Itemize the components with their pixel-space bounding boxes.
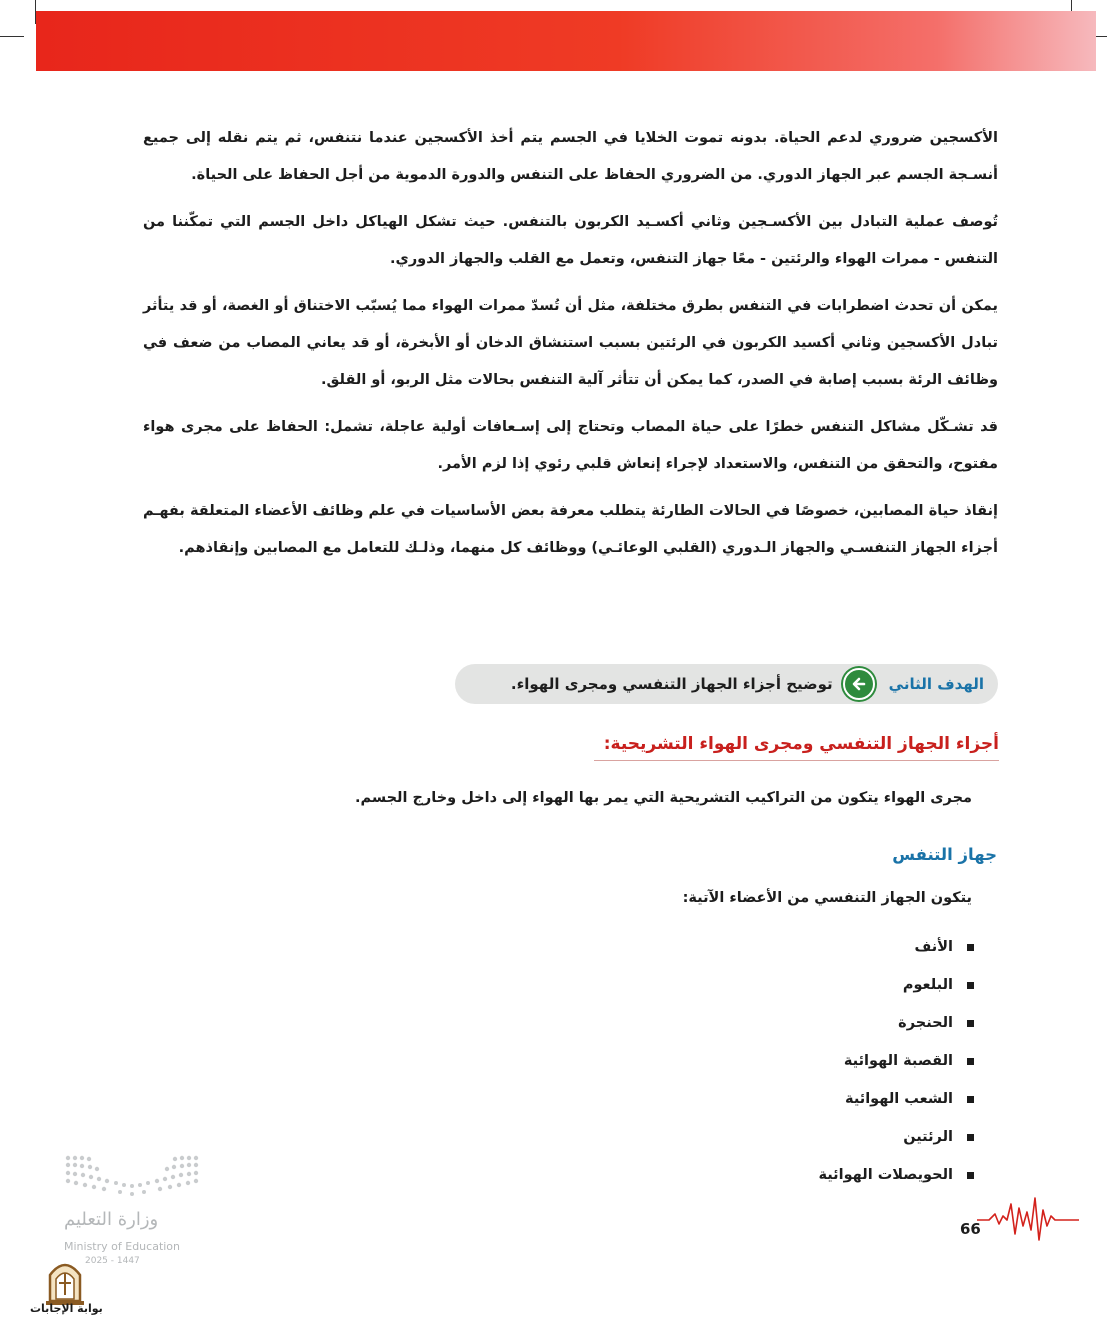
list-item: الحنجرة [818, 1004, 974, 1042]
square-bullet-icon [967, 1172, 974, 1179]
list-item: الرئتين [818, 1118, 974, 1156]
organ-list [818, 928, 974, 1194]
watermark-text: بوابة الإجابات [30, 1302, 103, 1315]
square-bullet-icon [967, 1020, 974, 1027]
paragraph: يمكن أن تحدث اضطرابات في التنفس بطرق مختلفة، مثل أن تُسدّ ممرات الهواء مما يُسبّب الاختناق أو الغصة، أو قد يتأثر تبادل الأكسجين وثاني أكسيد الكربون في الرئتين بسبب استنشاق الدخان أو الأبخرة، أو قد يعاني المصاب من ضعف في وظائف الرئة بسبب إصابة في الصدر، كما يمكن أن تتأثر آلية التنفس بحالات مثل الربو، أو القلق. [143, 298, 998, 388]
ministry-name-en: Ministry of Education [64, 1240, 181, 1253]
airway-definition: مجرى الهواء يتكون من التراكيب التشريحية التي يمر بها الهواء إلى داخل وخارج الجسم. [354, 790, 972, 806]
objective-bar [455, 664, 998, 704]
square-bullet-icon [967, 1134, 974, 1141]
square-bullet-icon [967, 1096, 974, 1103]
section-heading: أجزاء الجهاز التنفسي ومجرى الهواء التشريحية: [594, 734, 999, 761]
list-item: البلعوم [818, 966, 974, 1004]
list-item: الأنف [818, 928, 974, 966]
arrow-left-icon [843, 668, 875, 700]
objective-text: توضيح أجزاء الجهاز التنفسي ومجرى الهواء. [510, 675, 833, 693]
paragraph: إنقاذ حياة المصابين، خصوصًا في الحالات الطارئة يتطلب معرفة بعض الأساسيات في علم وظائف الأعضاء المتعلقة بفهـم أجزاء الجهاز التنفسـي والجهاز الـدوري (القلبي الوعائـي) ووظائف كل منهما، وذلـك للتعامل مع المصابين وإنقاذهم. [143, 503, 998, 556]
ministry-name-ar: وزارة التعليم [64, 1209, 159, 1230]
ministry-years: 2025 - 1447 [85, 1256, 140, 1266]
heartbeat-line-icon [975, 1190, 1081, 1246]
organs-intro: يتكون الجهاز التنفسي من الأعضاء الآتية: [682, 890, 972, 906]
top-banner [36, 11, 1096, 71]
list-item: الحويصلات الهوائية [818, 1156, 974, 1194]
objective-label: الهدف الثاني [888, 675, 984, 693]
square-bullet-icon [967, 982, 974, 989]
page-number: 66 [960, 1220, 981, 1238]
list-item: الشعب الهوائية [818, 1080, 974, 1118]
crop-mark [0, 36, 24, 37]
paragraph: قد تشـكّل مشاكل التنفس خطرًا على حياة المصاب وتحتاج إلى إسـعافات أولية عاجلة، تشمل: الحفاظ على مجرى هواء مفتوح، والتحقق من التنفس، والاستعداد لإجراء إنعاش قلبي رئوي إذا لزم الأمر. [143, 419, 998, 472]
square-bullet-icon [967, 1058, 974, 1065]
paragraph: تُوصف عملية التبادل بين الأكسـجين وثاني أكسـيد الكربون بالتنفس. حيث تشكل الهياكل داخل الجسم التي تمكّننا من التنفس - ممرات الهواء والرئتين - معًا جهاز التنفس، وتعمل مع القلب والجهاز الدوري. [143, 214, 998, 267]
square-bullet-icon [967, 944, 974, 951]
list-item: القصبة الهوائية [818, 1042, 974, 1080]
body-text [143, 120, 998, 577]
paragraph: الأكسجين ضروري لدعم الحياة. بدونه تموت الخلايا في الجسم يتم أخذ الأكسجين عندما نتنفس، ثم يتم نقله إلى جميع أنسـجة الجسم عبر الجهاز الدوري. من الضروري الحفاظ على التنفس والدورة الدموية من أجل الحفاظ على الحياة. [143, 130, 998, 183]
subsection-heading: جهاز التنفس [892, 845, 997, 864]
